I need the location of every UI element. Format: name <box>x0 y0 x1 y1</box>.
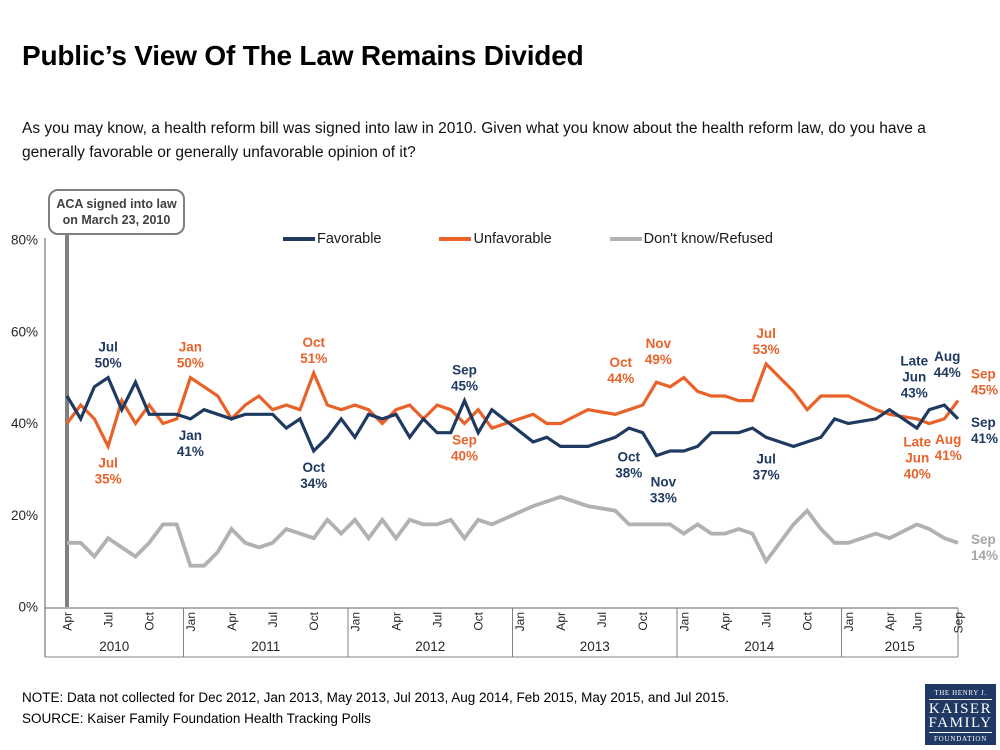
dontknow-line <box>67 497 958 566</box>
month-tick-label: Apr <box>224 612 239 631</box>
month-tick-label: Jun <box>910 612 925 632</box>
month-tick-label: Jul <box>101 612 116 628</box>
logo-foundation: FOUNDATION <box>929 732 992 743</box>
point-label-unfavorable: Jan <box>178 339 203 355</box>
footer <box>22 687 729 729</box>
month-tick-label: Jul <box>430 612 445 628</box>
point-label-unfavorable: Late <box>903 434 932 450</box>
point-label-favorable: 44% <box>933 365 961 381</box>
point-label-favorable: Oct <box>302 460 325 476</box>
point-label-favorable: 41% <box>176 443 204 459</box>
point-label-favorable: Nov <box>650 474 677 490</box>
month-tick-label: Sep <box>951 612 966 634</box>
point-label-unfavorable: Jun <box>905 450 930 466</box>
point-label-unfavorable: 40% <box>451 448 479 464</box>
point-label-dontknow: Sep <box>971 531 996 547</box>
month-tick-label: Oct <box>471 612 486 631</box>
point-label-favorable: 37% <box>752 467 780 483</box>
legend-item-dontknow <box>610 231 773 247</box>
point-label-unfavorable: 41% <box>934 447 962 463</box>
point-label-unfavorable: 53% <box>752 341 780 357</box>
legend-swatch-favorable <box>283 237 315 241</box>
point-label-favorable: Sep <box>971 414 996 430</box>
month-tick-label: Oct <box>307 612 322 631</box>
year-label: 2011 <box>251 639 281 654</box>
point-label-favorable: Jun <box>902 369 927 385</box>
point-label-favorable: Aug <box>934 349 961 365</box>
point-label-unfavorable: 40% <box>903 466 931 482</box>
year-label: 2013 <box>579 639 610 654</box>
month-tick-label: Jan <box>512 612 527 632</box>
legend-label-dontknow: Don't know/Refused <box>643 231 773 247</box>
y-tick-label: 0% <box>18 599 38 615</box>
point-label-favorable: Oct <box>617 449 640 465</box>
point-label-unfavorable: Sep <box>452 432 477 448</box>
point-label-unfavorable: 45% <box>971 382 999 398</box>
year-label: 2012 <box>415 639 446 654</box>
month-tick-label: Oct <box>636 612 651 631</box>
point-label-favorable: 50% <box>94 355 122 371</box>
aca-annotation-box: ACA signed into law on March 23, 2010 <box>48 189 185 235</box>
point-label-unfavorable: 35% <box>94 471 122 487</box>
y-tick-label: 60% <box>10 324 38 340</box>
month-tick-label: Apr <box>882 612 897 631</box>
y-tick-label: 20% <box>10 507 38 523</box>
source-text: SOURCE: Kaiser Family Foundation Health Tracking Polls <box>22 711 371 726</box>
y-tick-label: 40% <box>10 416 38 431</box>
point-label-dontknow: 14% <box>971 547 999 563</box>
month-tick-label: Jul <box>266 612 281 628</box>
month-tick-label: Apr <box>553 612 568 631</box>
month-tick-label: Jan <box>677 612 692 632</box>
month-tick-label: Apr <box>718 612 733 631</box>
month-tick-label: Apr <box>389 612 404 631</box>
point-label-unfavorable: Nov <box>645 336 672 352</box>
legend-item-unfavorable <box>439 231 551 247</box>
month-tick-label: Jan <box>348 612 363 632</box>
point-label-favorable: Sep <box>452 362 477 378</box>
point-label-favorable: Jul <box>756 451 776 467</box>
month-tick-label: Oct <box>800 612 815 631</box>
point-label-favorable: Late <box>900 353 929 369</box>
point-label-favorable: 41% <box>971 430 999 446</box>
point-label-unfavorable: 51% <box>300 351 328 367</box>
point-label-favorable: 43% <box>900 385 928 401</box>
point-label-unfavorable: Jul <box>756 325 776 341</box>
month-tick-label: Jan <box>841 612 856 632</box>
point-label-unfavorable: Oct <box>609 355 632 371</box>
month-tick-label: Jul <box>759 612 774 628</box>
legend-label-unfavorable: Unfavorable <box>473 231 552 247</box>
legend-swatch-unfavorable <box>439 237 471 241</box>
month-tick-label: Oct <box>142 612 157 631</box>
point-label-unfavorable: Oct <box>302 335 325 351</box>
point-label-favorable: Jul <box>98 339 118 355</box>
point-label-unfavorable: 44% <box>607 371 635 387</box>
point-label-unfavorable: Aug <box>935 431 962 447</box>
year-label: 2014 <box>744 639 775 654</box>
legend <box>283 231 773 247</box>
y-tick-label: 80% <box>10 232 38 248</box>
logo-name-family: FAMILY <box>928 715 993 731</box>
point-label-unfavorable: 50% <box>176 355 204 371</box>
point-label-favorable: 38% <box>615 465 643 481</box>
point-label-favorable: 45% <box>451 378 479 394</box>
point-label-favorable: 34% <box>300 476 328 492</box>
note-text: NOTE: Data not collected for Dec 2012, Jan 2013, May 2013, Jul 2013, Aug 2014, Feb 2015, May 2015, and Jul 2015. <box>22 690 729 705</box>
month-tick-label: Jan <box>183 612 198 632</box>
point-label-unfavorable: Jul <box>98 455 118 471</box>
month-tick-label: Apr <box>60 612 75 631</box>
logo-tagline: THE HENRY J. <box>929 689 992 700</box>
legend-item-favorable <box>283 231 381 247</box>
point-label-favorable: Jan <box>178 427 203 443</box>
logo-name-kaiser: KAISER <box>928 701 993 717</box>
point-label-unfavorable: Sep <box>971 366 996 382</box>
year-label: 2010 <box>99 639 130 654</box>
survey-question-text: As you may know, a health reform bill was signed into law in 2010. Given what you know about the health reform law, do you have a generally favorable or generally unfavorable opinion of it? <box>22 120 926 161</box>
legend-swatch-dontknow <box>610 237 642 241</box>
legend-label-favorable: Favorable <box>317 231 382 247</box>
point-label-favorable: 33% <box>649 490 677 506</box>
chart-title: Public’s View Of The Law Remains Divided <box>22 40 584 71</box>
point-label-unfavorable: 49% <box>644 352 672 368</box>
year-label: 2015 <box>884 639 915 654</box>
month-tick-label: Jul <box>595 612 610 628</box>
kff-logo <box>925 684 996 745</box>
